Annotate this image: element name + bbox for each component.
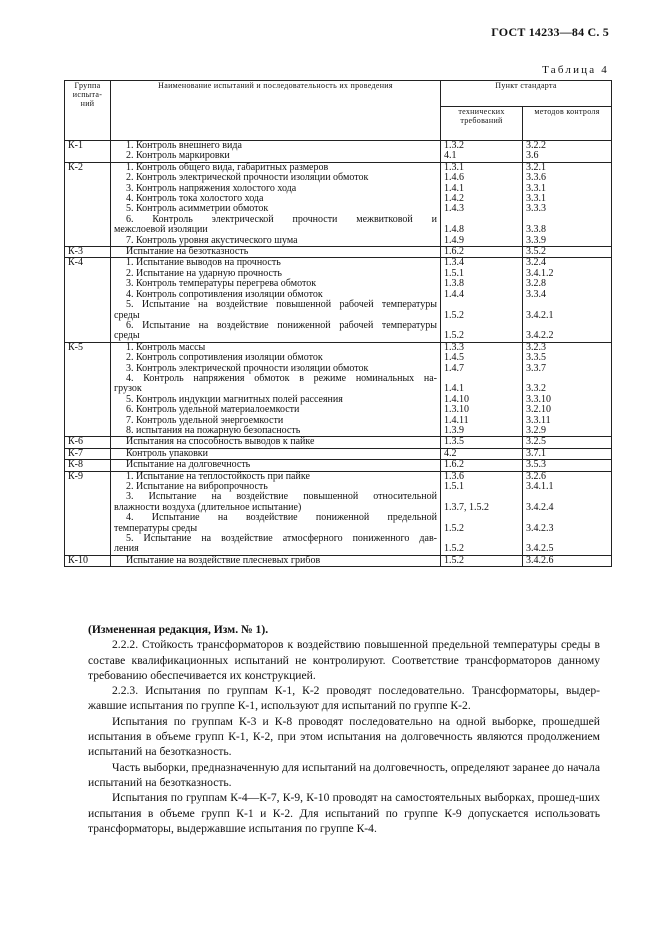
methods-cell	[523, 342, 612, 437]
tech-req-cell	[441, 448, 523, 459]
method-value: 3.3.9	[526, 234, 546, 246]
paragraph-2-2-3: 2.2.3. Испытания по группам К-1, К-2 проводят последовательно. Трансформаторы, выдер-жавшие испытания по группе К-1, используют для испытаний по группе К-2.	[88, 684, 600, 713]
tech-req-value	[444, 300, 519, 310]
method-value: 3.3.11	[526, 414, 551, 426]
tech-req-cell	[441, 247, 523, 258]
col-point-header: Пункт стандарта	[441, 81, 612, 107]
method-value: 3.2.1	[526, 161, 546, 173]
methods-cell	[523, 247, 612, 258]
test-item: межслоевой изоляции	[114, 224, 208, 236]
test-name-cell	[111, 437, 441, 448]
method-value: 3.4.1.2	[526, 267, 554, 279]
edition-note: (Измененная редакция, Изм. № 1).	[88, 623, 269, 636]
method-value: 3.2.4	[526, 257, 546, 269]
test-item: температуры среды	[114, 522, 198, 534]
col-methods-header: методов контроля	[523, 107, 612, 141]
group-cell: К-6	[65, 437, 111, 448]
tech-req-value: 1.4.2	[444, 193, 464, 205]
test-item: 6. Испытание на воздействие пониженной рабочей температуры	[126, 319, 437, 331]
tech-req-value: 1.3.2	[444, 140, 464, 151]
test-name-cell	[111, 555, 441, 566]
test-item: 6. Контроль удельной материалоемкости	[126, 404, 300, 416]
tech-req-cell	[441, 471, 523, 555]
tests-table	[64, 80, 612, 567]
method-value: 3.4.2.2	[526, 330, 554, 342]
tech-req-value: 1.3.3	[444, 341, 464, 353]
tech-req-value: 1.3.7, 1.5.2	[444, 501, 489, 513]
tech-req-value: 4.1	[444, 150, 457, 162]
methods-cell	[523, 162, 612, 246]
body-text	[88, 622, 600, 836]
col-name-header: Наименование испытаний и последовательность их проведения	[111, 81, 441, 141]
test-item: 5. Испытание на воздействие атмосферного пониженного дав-	[126, 533, 437, 545]
test-item: 7. Контроль удельной энергоемкости	[126, 414, 284, 426]
test-item: 1. Контроль массы	[126, 341, 206, 353]
paragraph-k3-k8: Испытания по группам К-3 и К-8 проводят последовательно на одной выборке, прошедшей испытания в объеме групп К-1, К-2, при этом испытания на долговечность являются продолжением испытаний на безотказность.	[88, 714, 600, 759]
method-value: 3.2.2	[526, 140, 546, 151]
table-row	[65, 448, 612, 459]
test-item: 8. испытания на пожарную безопасность	[126, 424, 301, 436]
method-value: 3.4.2.3	[526, 522, 554, 534]
test-item: ления	[114, 543, 139, 555]
method-value: 3.5.3	[526, 459, 546, 471]
method-value: 3.6	[526, 150, 539, 162]
tech-req-value: 1.3.9	[444, 424, 464, 436]
tech-req-value: 1.4.10	[444, 393, 469, 405]
tech-req-value: 1.5.2	[444, 543, 464, 555]
tech-req-cell	[441, 555, 523, 566]
tech-req-value: 1.5.1	[444, 267, 464, 279]
tech-req-value: 1.5.2	[444, 309, 464, 321]
test-item: Испытание на долговечность	[126, 459, 251, 471]
method-value: 3.3.4	[526, 288, 546, 300]
table-body	[65, 141, 612, 567]
test-item: 6. Контроль электрической прочности межвитковой и	[126, 213, 437, 225]
test-item: грузок	[114, 383, 142, 395]
tech-req-cell	[441, 437, 523, 448]
table-row	[65, 471, 612, 555]
test-item: 3. Контроль температуры перегрева обмоток	[126, 278, 317, 290]
tech-req-cell	[441, 141, 523, 163]
group-cell: К-1	[65, 141, 111, 163]
test-item: среды	[114, 330, 140, 342]
tech-req-cell	[441, 342, 523, 437]
method-value: 3.4.2.6	[526, 554, 554, 566]
test-item: 2. Контроль электрической прочности изоляции обмоток	[126, 172, 369, 184]
test-item: 1. Контроль общего вида, габаритных размеров	[126, 161, 329, 173]
test-item: 4. Испытание на воздействие пониженной предельной	[126, 512, 437, 524]
method-value: 3.3.6	[526, 172, 546, 184]
tech-req-value: 1.3.6	[444, 470, 464, 482]
test-item: 1. Испытание на теплостойкость при пайке	[126, 470, 310, 482]
test-item: Контроль упаковки	[126, 447, 209, 459]
tech-req-value: 1.4.5	[444, 352, 464, 364]
table-row	[65, 460, 612, 471]
table-caption: Таблица 4	[542, 64, 609, 76]
tech-req-value: 1.4.7	[444, 362, 464, 374]
test-item: 4. Контроль напряжения обмоток в режиме номинальных на-	[126, 372, 437, 384]
test-name-cell	[111, 471, 441, 555]
test-name-cell	[111, 162, 441, 246]
tech-req-value: 1.4.9	[444, 234, 464, 246]
tech-req-cell	[441, 258, 523, 342]
test-item: 1. Контроль внешнего вида	[126, 140, 242, 151]
table-row	[65, 141, 612, 163]
tech-req-value: 1.5.2	[444, 522, 464, 534]
method-value: 3.2.10	[526, 404, 551, 416]
methods-cell	[523, 258, 612, 342]
tech-req-value: 1.4.1	[444, 182, 464, 194]
tech-req-value: 1.4.8	[444, 224, 464, 236]
method-value: 3.5.2	[526, 246, 546, 258]
tech-req-value: 1.6.2	[444, 459, 464, 471]
group-cell: К-5	[65, 342, 111, 437]
test-item: 5. Контроль индукции магнитных полей рассеяния	[126, 393, 343, 405]
tech-req-value: 1.4.1	[444, 383, 464, 395]
method-value: 3.2.8	[526, 278, 546, 290]
test-item: Испытание на безотказность	[126, 246, 249, 258]
tech-req-value: 1.5.2	[444, 330, 464, 342]
tech-req-value: 4.2	[444, 447, 457, 459]
method-value: 3.3.7	[526, 362, 546, 374]
tech-req-value: 1.4.4	[444, 288, 464, 300]
col-tech-header: технических требований	[441, 107, 523, 141]
test-item: 3. Контроль напряжения холостого хода	[126, 182, 297, 194]
methods-cell	[523, 448, 612, 459]
test-item: 3. Испытание на воздействие повышенной относительной	[126, 491, 437, 503]
test-item: 2. Испытание на ударную прочность	[126, 267, 282, 279]
test-item: 5. Контроль асимметрии обмоток	[126, 203, 269, 215]
method-value: 3.3.2	[526, 383, 546, 395]
paragraph-2-2-2: 2.2.2. Стойкость трансформаторов к воздействию повышенной предельной температуры среды в составе квалификационных испытаний не контролируют. Соответствие трансформаторов данному требованию обеспечивается их конструкцией.	[88, 638, 600, 682]
test-name-cell	[111, 258, 441, 342]
tech-req-value: 1.5.2	[444, 554, 464, 566]
test-item: 2. Контроль сопротивления изоляции обмоток	[126, 352, 323, 364]
tech-req-value: 1.4.11	[444, 414, 469, 426]
test-name-cell	[111, 460, 441, 471]
method-value: 3.4.2.1	[526, 309, 554, 321]
tech-req-value: 1.3.1	[444, 161, 464, 173]
test-item: Испытания на способность выводов к пайке	[126, 436, 315, 448]
paragraph-sample-part: Часть выборки, предназначенную для испытаний на долговечность, определяют заранее до начала испытаний на безотказность.	[88, 760, 600, 789]
table-row	[65, 342, 612, 437]
method-value: 3.3.10	[526, 393, 551, 405]
tech-req-value: 1.3.10	[444, 404, 469, 416]
method-value	[526, 300, 608, 310]
method-value: 3.3.1	[526, 193, 546, 205]
tech-req-cell	[441, 162, 523, 246]
page-header: ГОСТ 14233—84 С. 5	[491, 25, 609, 39]
group-cell: К-2	[65, 162, 111, 246]
table-row	[65, 437, 612, 448]
method-value: 3.2.6	[526, 470, 546, 482]
method-value: 3.2.3	[526, 341, 546, 353]
test-item: 4. Контроль сопротивления изоляции обмоток	[126, 288, 323, 300]
test-item: 3. Контроль электрической прочности изоляции обмоток	[126, 362, 369, 374]
test-item: 7. Контроль уровня акустического шума	[126, 234, 298, 246]
tech-req-value: 1.3.5	[444, 436, 464, 448]
tech-req-value: 1.4.6	[444, 172, 464, 184]
table-row	[65, 162, 612, 246]
test-item: 5. Испытание на воздействие повышенной рабочей температуры	[126, 299, 437, 311]
methods-cell	[523, 555, 612, 566]
method-value: 3.3.3	[526, 203, 546, 215]
tech-req-value: 1.4.3	[444, 203, 464, 215]
method-value: 3.3.8	[526, 224, 546, 236]
group-cell: К-10	[65, 555, 111, 566]
methods-cell	[523, 141, 612, 163]
group-cell: К-3	[65, 247, 111, 258]
test-item: Испытание на воздействие плесневых грибов	[126, 554, 321, 566]
method-value: 3.7.1	[526, 447, 546, 459]
test-item: влажности воздуха (длительное испытание)	[114, 501, 302, 513]
table-row	[65, 555, 612, 566]
test-item: 4. Контроль тока холостого хода	[126, 193, 264, 205]
method-value: 3.3.1	[526, 182, 546, 194]
test-name-cell	[111, 448, 441, 459]
table-row	[65, 247, 612, 258]
method-value: 3.4.2.5	[526, 543, 554, 555]
tech-req-value: 1.5.1	[444, 481, 464, 492]
test-item: 2. Испытание на вибропрочность	[126, 481, 268, 492]
tech-req-cell	[441, 460, 523, 471]
methods-cell	[523, 437, 612, 448]
test-name-cell	[111, 141, 441, 163]
test-name-cell	[111, 247, 441, 258]
group-cell: К-4	[65, 258, 111, 342]
table-row	[65, 258, 612, 342]
method-value: 3.2.9	[526, 424, 546, 436]
tech-req-value: 1.3.8	[444, 278, 464, 290]
group-cell: К-9	[65, 471, 111, 555]
group-cell: К-8	[65, 460, 111, 471]
tech-req-value: 1.3.4	[444, 257, 464, 269]
method-value: 3.4.2.4	[526, 501, 554, 513]
col-group-header: Группа испыта- ний	[65, 81, 111, 141]
test-name-cell	[111, 342, 441, 437]
tech-req-value: 1.6.2	[444, 246, 464, 258]
method-value: 3.3.5	[526, 352, 546, 364]
paragraph-k4-k10: Испытания по группам К-4—К-7, К-9, К-10 проводят на самостоятельных выборках, прошед-ших испытания в объеме групп К-1 и К-2. Для испытаний по группе К-9 допускается использовать трансформаторы, выдержавшие испытания по группе К-4.	[88, 791, 600, 835]
test-item: 1. Испытание выводов на прочность	[126, 257, 281, 269]
group-cell: К-7	[65, 448, 111, 459]
test-item: среды	[114, 309, 140, 321]
methods-cell	[523, 471, 612, 555]
method-value: 3.4.1.1	[526, 481, 554, 492]
method-value: 3.2.5	[526, 436, 546, 448]
methods-cell	[523, 460, 612, 471]
test-item: 2. Контроль маркировки	[126, 150, 230, 162]
